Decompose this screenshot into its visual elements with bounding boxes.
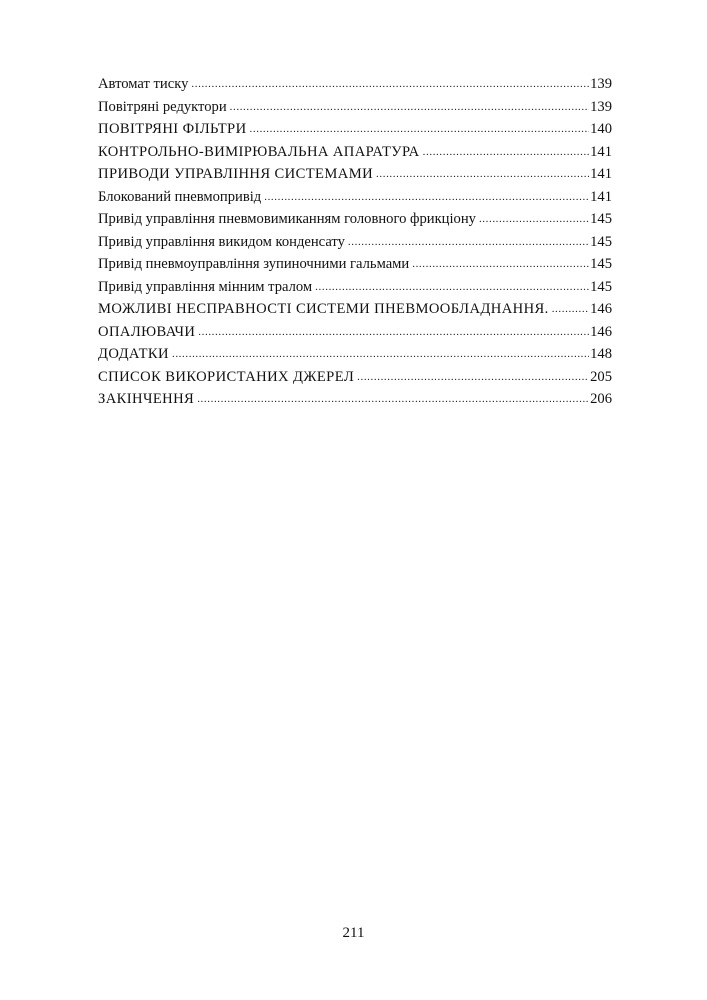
toc-entry-page: 205	[590, 368, 612, 385]
toc-entry	[98, 343, 612, 366]
toc-entry	[98, 163, 612, 186]
page-number: 211	[342, 925, 365, 941]
toc-dot-leader	[172, 342, 589, 366]
toc-dot-leader	[479, 207, 589, 231]
toc-entry	[98, 141, 612, 164]
toc-entry	[98, 298, 612, 321]
toc-entry	[98, 96, 612, 119]
toc-entry-page: 206	[590, 391, 612, 407]
toc-entry-title: Блокований пневмопривід	[98, 188, 262, 205]
toc-entry-page: 145	[590, 211, 612, 227]
toc-entry-title: Привід пневмоуправління зупиночними гальмами	[98, 256, 410, 272]
toc-dot-leader	[197, 387, 589, 411]
toc-entry-page: 139	[590, 76, 612, 92]
toc-entry-title: Привід управління пневмовимиканням головного фрикціону	[98, 211, 476, 227]
toc-dot-leader	[348, 230, 589, 254]
toc-dot-leader	[198, 320, 589, 344]
toc-entry-page: 146	[590, 323, 612, 340]
toc-entry-page: 140	[590, 121, 612, 137]
toc-dot-leader	[315, 275, 589, 299]
toc-entry-page: 148	[590, 346, 612, 362]
toc-entry	[98, 186, 612, 209]
toc-dot-leader	[357, 365, 589, 389]
toc-dot-leader	[191, 72, 589, 96]
toc-entry-title: СПИСОК ВИКОРИСТАНИХ ДЖЕРЕЛ	[98, 368, 355, 385]
toc-entry-title: Автомат тиску	[98, 76, 189, 92]
toc-entry-page: 146	[590, 301, 612, 317]
toc-entry-title: ДОДАТКИ	[98, 346, 169, 362]
toc-entry-title: Привід управління мінним тралом	[98, 278, 313, 295]
toc-dot-leader	[376, 162, 589, 186]
toc-entry-title: ЗАКІНЧЕННЯ	[98, 391, 195, 407]
toc-entry	[98, 253, 612, 276]
toc-entry-page: 145	[590, 256, 612, 272]
toc-entry-title: ПОВІТРЯНІ ФІЛЬТРИ	[98, 121, 247, 137]
toc-entry	[98, 118, 612, 141]
toc-dot-leader	[230, 95, 589, 119]
table-of-contents	[98, 73, 612, 411]
toc-entry-page: 141	[590, 166, 612, 182]
toc-entry-page: 139	[590, 98, 612, 115]
toc-entry	[98, 321, 612, 344]
toc-entry-page: 145	[590, 278, 612, 295]
toc-entry-title: Повітряні редуктори	[98, 98, 227, 115]
toc-entry-page: 141	[590, 143, 612, 160]
toc-dot-leader	[250, 117, 590, 141]
toc-entry-title: КОНТРОЛЬНО-ВИМІРЮВАЛЬНА АПАРАТУРА	[98, 143, 420, 160]
toc-dot-leader	[412, 252, 589, 276]
toc-entry-title: ПРИВОДИ УПРАВЛІННЯ СИСТЕМАМИ	[98, 166, 374, 182]
toc-entry	[98, 73, 612, 96]
toc-entry-title: Привід управління викидом конденсату	[98, 233, 345, 250]
toc-entry	[98, 208, 612, 231]
toc-entry	[98, 276, 612, 299]
toc-dot-leader	[264, 185, 589, 209]
toc-dot-leader	[423, 140, 589, 164]
toc-dot-leader	[552, 297, 589, 321]
toc-entry	[98, 388, 612, 411]
toc-entry-title: МОЖЛИВІ НЕСПРАВНОСТІ СИСТЕМИ ПНЕВМООБЛАДНАННЯ.	[98, 301, 549, 317]
toc-entry	[98, 366, 612, 389]
toc-entry-page: 145	[590, 233, 612, 250]
toc-entry	[98, 231, 612, 254]
toc-entry-page: 141	[590, 188, 612, 205]
toc-entry-title: ОПАЛЮВАЧИ	[98, 323, 196, 340]
